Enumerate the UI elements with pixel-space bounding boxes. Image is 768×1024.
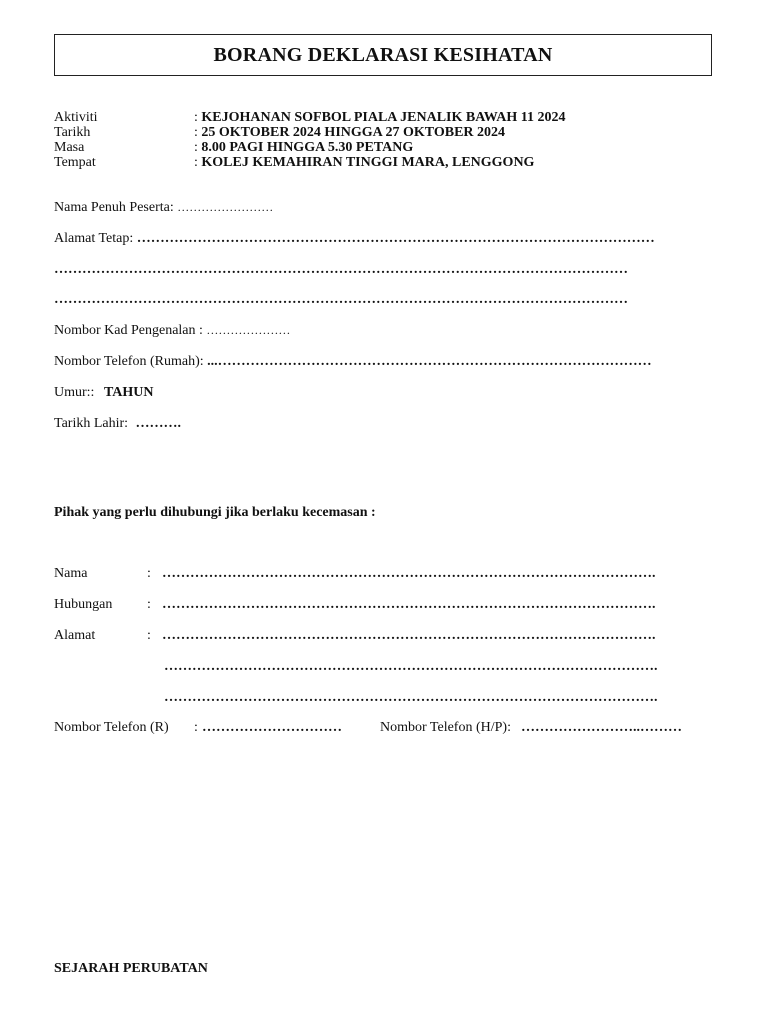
- emergency-name-label: Nama: [54, 566, 88, 581]
- emergency-phone-r-dots[interactable]: …………………………: [202, 720, 342, 735]
- dob-dots[interactable]: ……….: [135, 416, 182, 431]
- emergency-address-label: Alamat: [54, 628, 96, 643]
- emergency-address-colon: :: [147, 628, 151, 643]
- full-name-dots[interactable]: ……………………: [177, 200, 274, 214]
- address-line-2[interactable]: ……………………………………………………………………………………………………………: [54, 262, 628, 277]
- emergency-phone-r-label: Nombor Telefon (R): [54, 720, 169, 735]
- info-label: Tarikh: [54, 125, 91, 140]
- info-label: Tempat: [54, 155, 96, 170]
- medical-history-heading: SEJARAH PERUBATAN: [54, 961, 208, 976]
- emergency-relation-label: Hubungan: [54, 597, 113, 612]
- emergency-relation-colon: :: [147, 597, 151, 612]
- age-label: Umur::: [54, 385, 95, 400]
- emergency-phone-hp-dots[interactable]: ……………………..………: [521, 720, 682, 735]
- full-name-label: Nama Penuh Peserta:: [54, 200, 174, 215]
- emergency-address-line-3[interactable]: …………………………………………………………………………………………….: [164, 690, 658, 705]
- info-label: Aktiviti: [54, 110, 98, 125]
- dob-label: Tarikh Lahir:: [54, 416, 129, 431]
- emergency-address-line-1[interactable]: …………………………………………………………………………………………….: [162, 628, 656, 643]
- dob-field[interactable]: [54, 416, 181, 432]
- age-field[interactable]: [54, 385, 153, 401]
- ic-dots[interactable]: …………………: [206, 323, 291, 337]
- emergency-address-line-2[interactable]: …………………………………………………………………………………………….: [164, 659, 658, 674]
- home-phone-field[interactable]: [54, 354, 652, 370]
- form-title: BORANG DEKLARASI KESIHATAN: [213, 43, 553, 66]
- emergency-phone-hp-label: Nombor Telefon (H/P):: [380, 720, 511, 735]
- info-value: : KEJOHANAN SOFBOL PIALA JENALIK BAWAH 11 2024: [194, 110, 566, 125]
- emergency-name-dots[interactable]: …………………………………………………………………………………………….: [162, 566, 656, 581]
- ic-label: Nombor Kad Pengenalan :: [54, 323, 203, 338]
- info-value: : KOLEJ KEMAHIRAN TINGGI MARA, LENGGONG: [194, 155, 535, 170]
- emergency-relation-dots[interactable]: …………………………………………………………………………………………….: [162, 597, 656, 612]
- address-line-3[interactable]: ……………………………………………………………………………………………………………: [54, 292, 628, 307]
- address-field[interactable]: [54, 231, 655, 247]
- age-value[interactable]: TAHUN: [103, 385, 154, 400]
- form-title-box: [54, 34, 712, 76]
- home-phone-dots[interactable]: ...…………………………………………………………………………………: [207, 354, 652, 369]
- address-line-1[interactable]: …………………………………………………………………………………………………: [136, 231, 655, 246]
- info-value: : 8.00 PAGI HINGGA 5.30 PETANG: [194, 140, 414, 155]
- emergency-phone-r-colon: :: [194, 720, 198, 735]
- home-phone-label: Nombor Telefon (Rumah):: [54, 354, 204, 369]
- full-name-field[interactable]: [54, 200, 273, 216]
- emergency-name-colon: :: [147, 566, 151, 581]
- address-label: Alamat Tetap:: [54, 231, 134, 246]
- info-value: : 25 OKTOBER 2024 HINGGA 27 OKTOBER 2024: [194, 125, 506, 140]
- info-label: Masa: [54, 140, 85, 155]
- ic-field[interactable]: [54, 323, 290, 339]
- emergency-heading: Pihak yang perlu dihubungi jika berlaku kecemasan :: [54, 505, 376, 520]
